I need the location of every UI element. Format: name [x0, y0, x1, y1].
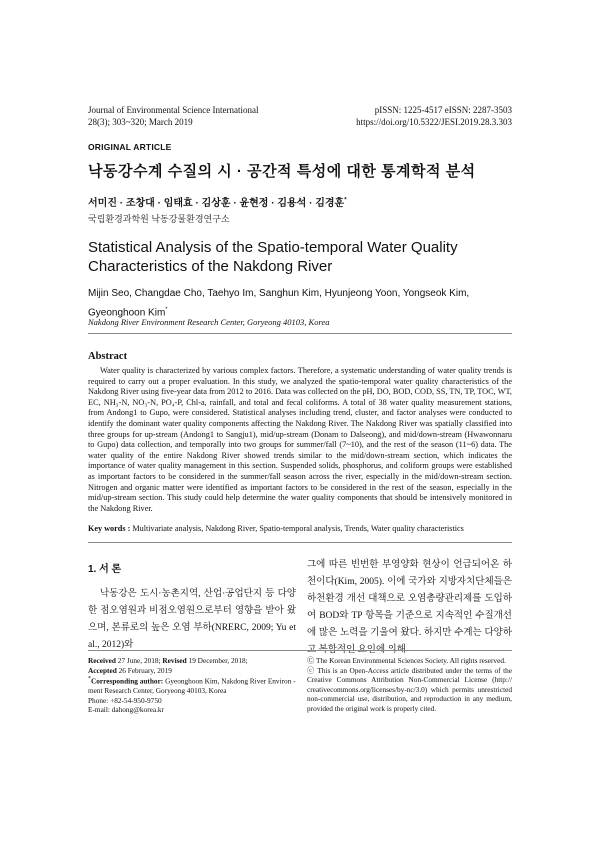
accepted-label: Accepted — [88, 665, 117, 675]
journal-identifiers — [356, 104, 512, 128]
accepted-date: 26 February, 2019 — [118, 665, 172, 675]
english-authors-text: Mijin Seo, Changdae Cho, Taehyo Im, Sanghun Kim, Hyunjeong Yoon, Yongseok Kim, Gyeonghoon Kim — [88, 288, 470, 319]
corresponding-author — [88, 675, 296, 696]
abstract-text: Water quality is characterized by various complex factors. Therefore, a systematic understanding of water quality trends is required to carry out a proper evaluation. In this study, we analyzed the spatio-temporal water quality characteristics of the Nakdong River using five-year data from 2012 to 2016. Data was collected on the pH, DO, BOD, COD, SS, TN, TP, TOC, WT, EC, NH₃-N, NO₃-N, PO₄-P, Chl-a, rainfall, and total and fecal coliforms. A total of 38 water quality measurement stations, from Andong1 to Gupo, were considered. Statistical analyses including trend, cluster, and factor analyses were conducted to identify the dominant water quality components affecting the Nakdong River. The Nakdong River was spatially classified into three groups for up-stream (Andong1 to Sangju1), mid/up-stream (Donam to Dalseong), and mid/down-stream (Hwawonnaru to Gupo) data collection, and temporally into two groups for summer/fall (7~10), and the rest of the season (11~6) data. The water quality of the entire Nakdong River showed trends similar to the mid/down-stream section, which indicates the importance of water quality management in this section. Suspended solids, phosphorus, and coliform groups were established as important factors to be considered in the summer/fall season across the river, especially in the mid/down-stream section. Nitrogen and organic matter were identified as important factors to be considered in the rest of the season, especially in the mid/up-stream section. This study could help determine the water quality components that should be intensively monitored in the Nakdong River. — [88, 366, 513, 513]
phone: Phone: +82-54-950-9750 — [88, 695, 162, 705]
received-label: Received — [88, 656, 116, 665]
journal-volume: 28(3); 303~320; March 2019 — [88, 117, 193, 127]
divider — [88, 333, 512, 334]
copyright-notice — [307, 656, 512, 714]
corresponding-mark-en: * — [165, 307, 168, 313]
corresponding-mark-footer: * — [88, 676, 91, 683]
journal-name: Journal of Environmental Science International — [88, 105, 259, 115]
received-date: 27 June, 2018; — [117, 656, 161, 665]
article-history — [88, 656, 296, 715]
license-text: ⓒ This is an Open-Access article distributed under the terms of the Creative Commons Attribution Non-Commercial License (http:// creativecommons.org/licenses/by-nc/3.0) which permits unrestricted non-commercial use, distribution, and reproduction in any medium, provided the original work is properly cited. — [307, 665, 512, 713]
journal-info — [88, 104, 258, 128]
divider — [88, 542, 512, 543]
article-type: ORIGINAL ARTICLE — [88, 142, 172, 152]
korean-authors-text: 서미진 · 조창대 · 임태효 · 김상훈 · 윤현정 · 김용석 · 김경훈 — [88, 198, 345, 209]
revised-date: 19 December, 2018; — [188, 656, 248, 665]
corresponding-label: Corresponding author: — [91, 676, 164, 686]
corresponding-mark: * — [344, 197, 347, 204]
english-title: Statistical Analysis of the Spatio-temporal Water Quality Characteristics of the Nakdong River — [88, 239, 458, 275]
korean-title: 낙동강수계 수질의 시 · 공간적 특성에 대한 통계학적 분석 — [88, 163, 476, 180]
english-affiliation: Nakdong River Environment Research Center, Goryeong 40103, Korea — [88, 317, 330, 327]
accepted-line — [88, 666, 296, 676]
keywords-label: Key words : — [88, 524, 131, 533]
copyright-line: Ⓒ The Korean Environmental Sciences Society. All rights reserved. — [307, 656, 506, 665]
revised-label: Revised — [162, 656, 187, 665]
corresponding-text: Gyeonghoon Kim, Nakdong River Environ -ment Research Center, Goryeong 40103, Korea — [88, 676, 296, 696]
email[interactable]: E-mail: dahong@korea.kr — [88, 705, 165, 715]
abstract-heading: Abstract — [88, 351, 128, 362]
body-text-left: 낙동강은 도시·농촌지역, 산업·공업단지 등 다양한 점오염원과 비점오염원으로부터 영향을 받아 왔으며, 본류로의 높은 오염 부하(NRERC, 2009; Yu et al., 2012)와 — [88, 589, 296, 650]
history-dates — [88, 656, 296, 666]
section-heading: 1. 서 론 — [88, 564, 122, 575]
journal-doi[interactable]: https://doi.org/10.5322/JESI.2019.28.3.303 — [356, 117, 512, 127]
journal-issn: pISSN: 1225-4517 eISSN: 2287-3503 — [374, 105, 512, 115]
korean-authors — [88, 194, 347, 209]
keywords-text: Multivariate analysis, Nakdong River, Spatio-temporal analysis, Trends, Water quality characteristics — [132, 524, 464, 533]
keywords — [88, 524, 512, 533]
korean-affiliation: 국립환경과학원 낙동강물환경연구소 — [88, 214, 230, 224]
body-text-right: 그에 따른 빈번한 부영양화 현상이 언급되어온 하천이다(Kim, 2005). 이에 국가와 지방자치단체들은 하천환경 개선 대책으로 오염총량관리제를 도입하여 BOD와 TP 항목을 기준으로 지속적인 수질개선에 많은 노력을 기울여 왔다. 하지만 수계는 다양하고 복합적인 요인에 의해 — [307, 560, 512, 655]
divider — [88, 650, 512, 651]
